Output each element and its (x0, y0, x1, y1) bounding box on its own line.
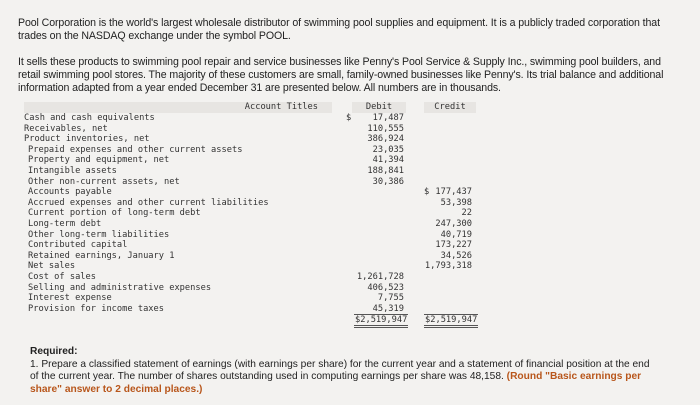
credit-value: 22 (461, 208, 472, 219)
account-title: Interest expense (28, 293, 112, 304)
account-title: Cash and cash equivalents (24, 113, 155, 123)
table-row (24, 304, 484, 315)
account-title: Product inventories, net (24, 134, 150, 145)
table-row (24, 145, 484, 156)
table-row (24, 230, 484, 241)
credit-value: 40,719 (440, 229, 472, 240)
debit-value: 23,035 (372, 144, 404, 155)
table-row (24, 219, 484, 230)
table-row (24, 155, 484, 166)
debit-value: 41,394 (372, 155, 404, 166)
account-title: Other long-term liabilities (28, 229, 170, 240)
account-title: Prepaid expenses and other current assets (28, 144, 243, 155)
table-row (24, 124, 484, 135)
account-title: Receivables, net (24, 123, 108, 134)
credit-value: 247,300 (435, 219, 472, 229)
totals-row (24, 315, 484, 326)
required-section (30, 346, 650, 396)
header-account-titles: Account Titles (24, 102, 332, 113)
debit-value: 1,261,728 (356, 272, 404, 282)
table-row (24, 208, 484, 219)
table-row (24, 251, 484, 262)
table-row (24, 134, 484, 145)
intro-paragraph-2: It sells these products to swimming pool repair and service businesses like Penny's Pool Service & Supply Inc., swimming pool builders, and retail swimming pool stores. The majority of these customers are small, family-owned businesses like Penny's. Its trial balance and additional information adapted from a year ended December 31 are presented below. All numbers are in thousands. (18, 56, 664, 94)
trial-balance-table (24, 102, 484, 326)
credit-value: 1,793,318 (424, 261, 472, 272)
table-row (24, 177, 484, 188)
table-row (24, 283, 484, 294)
account-title: Long-term debt (28, 219, 102, 229)
table-row (24, 187, 484, 198)
table-row (24, 113, 484, 124)
account-title: Cost of sales (28, 272, 96, 282)
debit-value: 110,555 (367, 123, 404, 134)
dollar-sign: $ (424, 187, 430, 198)
debit-value: 30,386 (372, 176, 404, 187)
account-title: Intangible assets (28, 166, 117, 176)
intro-paragraph-1: Pool Corporation is the world's largest wholesale distributor of swimming pool supplies and equipment. It is a publicly traded corporation that trades on the NASDAQ exchange under the symbol POOL. (18, 17, 660, 42)
account-title: Other non-current assets, net (28, 176, 180, 187)
table-row (24, 293, 484, 304)
account-title: Property and equipment, net (28, 155, 170, 166)
debit-value: 7,755 (377, 293, 404, 304)
credit-value: 177,437 (435, 187, 472, 198)
debit-value: 17,487 (372, 113, 404, 123)
required-heading: Required: (30, 346, 78, 357)
account-title: Provision for income taxes (28, 303, 164, 314)
required-text: 1. Prepare a classified statement of earnings (with earnings per share) for the current year and a statement of financial position at the end of the current year. The number of shares outstanding used in computing earnings per share was 48,158. (30, 358, 650, 382)
header-credit: Credit (424, 102, 476, 113)
table-row (24, 240, 484, 251)
account-title: Accounts payable (28, 187, 112, 198)
account-title: Retained earnings, January 1 (28, 250, 175, 261)
rounding-note: (Round "Basic earnings per share" answer to 2 decimal places.) (30, 371, 642, 395)
account-title: Accrued expenses and other current liabilities (28, 197, 269, 208)
table-row (24, 261, 484, 272)
debit-value: 45,319 (372, 303, 404, 314)
account-title: Contributed capital (28, 240, 128, 251)
account-title: Current portion of long-term debt (28, 208, 201, 219)
total-credit: $2,519,947 (424, 314, 478, 328)
table-row (24, 272, 484, 283)
debit-value: 386,924 (367, 134, 404, 145)
credit-value: 173,227 (435, 240, 472, 251)
table-row (24, 198, 484, 209)
dollar-sign: $ (346, 113, 352, 123)
account-title: Net sales (28, 261, 76, 272)
debit-value: 188,841 (367, 166, 404, 176)
table-row (24, 166, 484, 177)
header-debit: Debit (352, 102, 406, 113)
account-title: Selling and administrative expenses (28, 282, 212, 293)
credit-value: 34,526 (440, 250, 472, 261)
debit-value: 406,523 (367, 282, 404, 293)
total-debit: $2,519,947 (354, 314, 408, 328)
credit-value: 53,398 (440, 197, 472, 208)
